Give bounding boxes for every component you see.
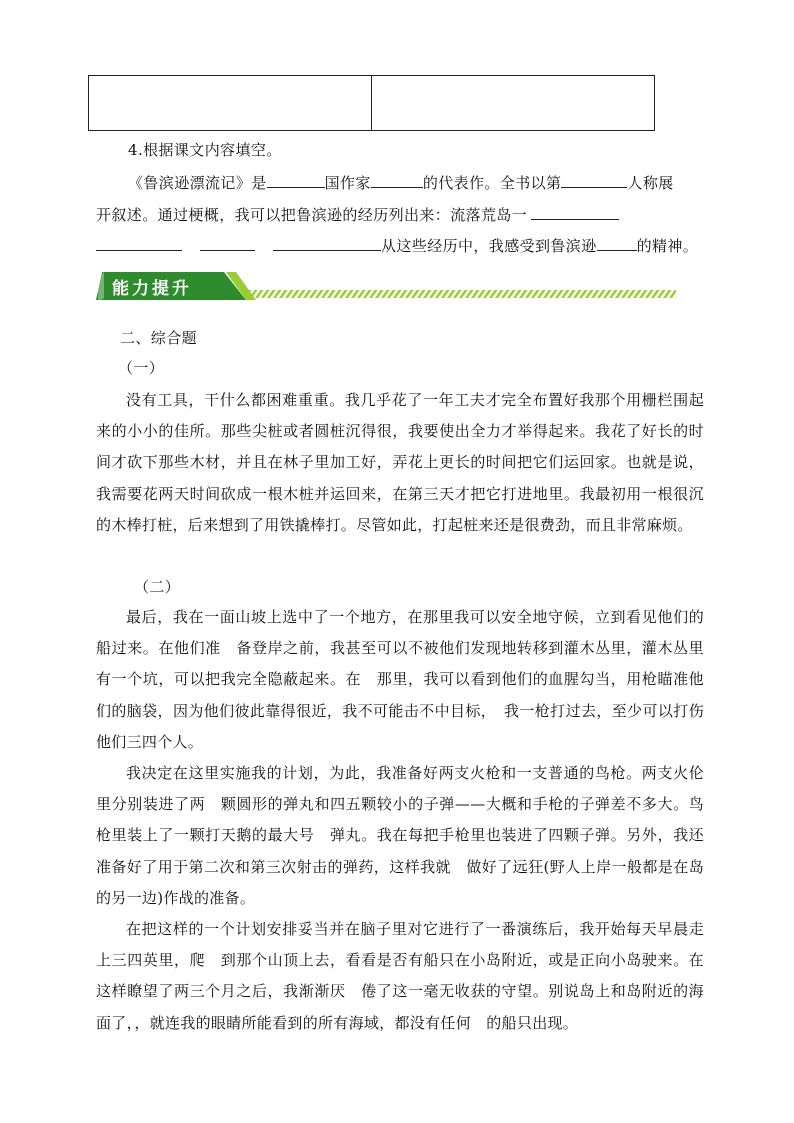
section-banner	[96, 268, 676, 304]
section-banner-title: 能力提升	[112, 279, 192, 299]
question-4-line-3: 从这些经历中，我感受到鲁滨逊 的精神。	[96, 236, 706, 256]
blank-experience-1[interactable]	[531, 205, 619, 220]
part-2-paragraph-3: 在把这样的一个计划安排妥当并在脑子里对它进行了一番演练后，我开始每天早晨走上三四英里，爬 到那个山顶上去，看看是否有船只在小岛附近，或是正向小岛驶来。在这样瞭望了两三个月之后，我渐渐厌 倦了这一毫无收获的守望。别说岛上和岛附近的海面了，，就连我的眼睛所能看到的所有海域，都没有任何 的船只出现。	[96, 920, 704, 1032]
answer-cell-right[interactable]	[371, 76, 654, 130]
question-4-line-1: 《鲁滨逊漂流记》是 国作家 的代表作。全书以第 人称展	[128, 174, 674, 192]
question-4-heading: 4.根据课文内容填空。	[128, 141, 282, 159]
blank-experience-4[interactable]	[273, 236, 381, 251]
blank-experience-3[interactable]	[200, 236, 255, 251]
part-1-paragraph: 没有工具，干什么都困难重重。我几乎花了一年工夫才完全布置好我那个用栅栏围起来的小小的佳所。那些尖桩或者圆桩沉得很，我要使出全力才举得起来。我花了好长的时间才砍下那些木材，并且在林子里加工好，弄花上更长的时间把它们运回家。也就是说，我需要花两天时间砍成一根木桩并运回来，在第三天才把它打进地里。我最初用一根很沉的木棒打桩，后来想到了用铁撬棒打。尽管如此，打起桩来还是很费劲，而且非常麻烦。	[96, 391, 704, 534]
section-title: 二、综合题	[120, 329, 198, 347]
blank-spirit[interactable]	[597, 236, 637, 251]
answer-cell-left[interactable]	[89, 76, 371, 130]
part-2-paragraph-2: 我决定在这里实施我的计划，为此，我准备好两支火枪和一支普通的鸟枪。两支火伦里分别装进了两 颗圆形的弹丸和四五颗较小的子弹——大概和手枪的子弹差不多大。鸟枪里装上了一颗打天鹅的最大号 弹丸。我在每把手枪里也装进了四颗子弹。另外，我还准备好了用于第二次和第三次射击的弹药，这样我就 做好了远狂(野人上岸一般都是在岛的另一边)作战的准备。	[96, 764, 704, 907]
part-2-paragraph-1: 最后，我在一面山坡上选中了一个地方，在那里我可以安全地守候，立到看见他们的船过来。在他们准 备登岸之前，我甚至可以不被他们发现地转移到灌木丛里，灌木丛里有一个坑，可以把我完全隐蔽起来。在 那里，我可以看到他们的血腥勾当，用枪瞄准他们的脑袋，因为他们彼此靠得很近，我不可能击不中目标， 我一枪打过去，至少可以打伤他们三四个人。	[96, 608, 704, 751]
part-1-label: （一）	[118, 359, 165, 377]
part-2-label: （二）	[134, 578, 181, 596]
blank-author[interactable]	[371, 173, 423, 188]
blank-experience-2[interactable]	[96, 236, 182, 251]
question-4-line-2: 开叙述。通过梗概，我可以把鲁滨逊的经历列出来：流落荒岛一	[96, 205, 706, 225]
blank-person[interactable]	[561, 173, 627, 188]
blank-nationality[interactable]	[267, 173, 325, 188]
answer-table	[88, 75, 655, 131]
